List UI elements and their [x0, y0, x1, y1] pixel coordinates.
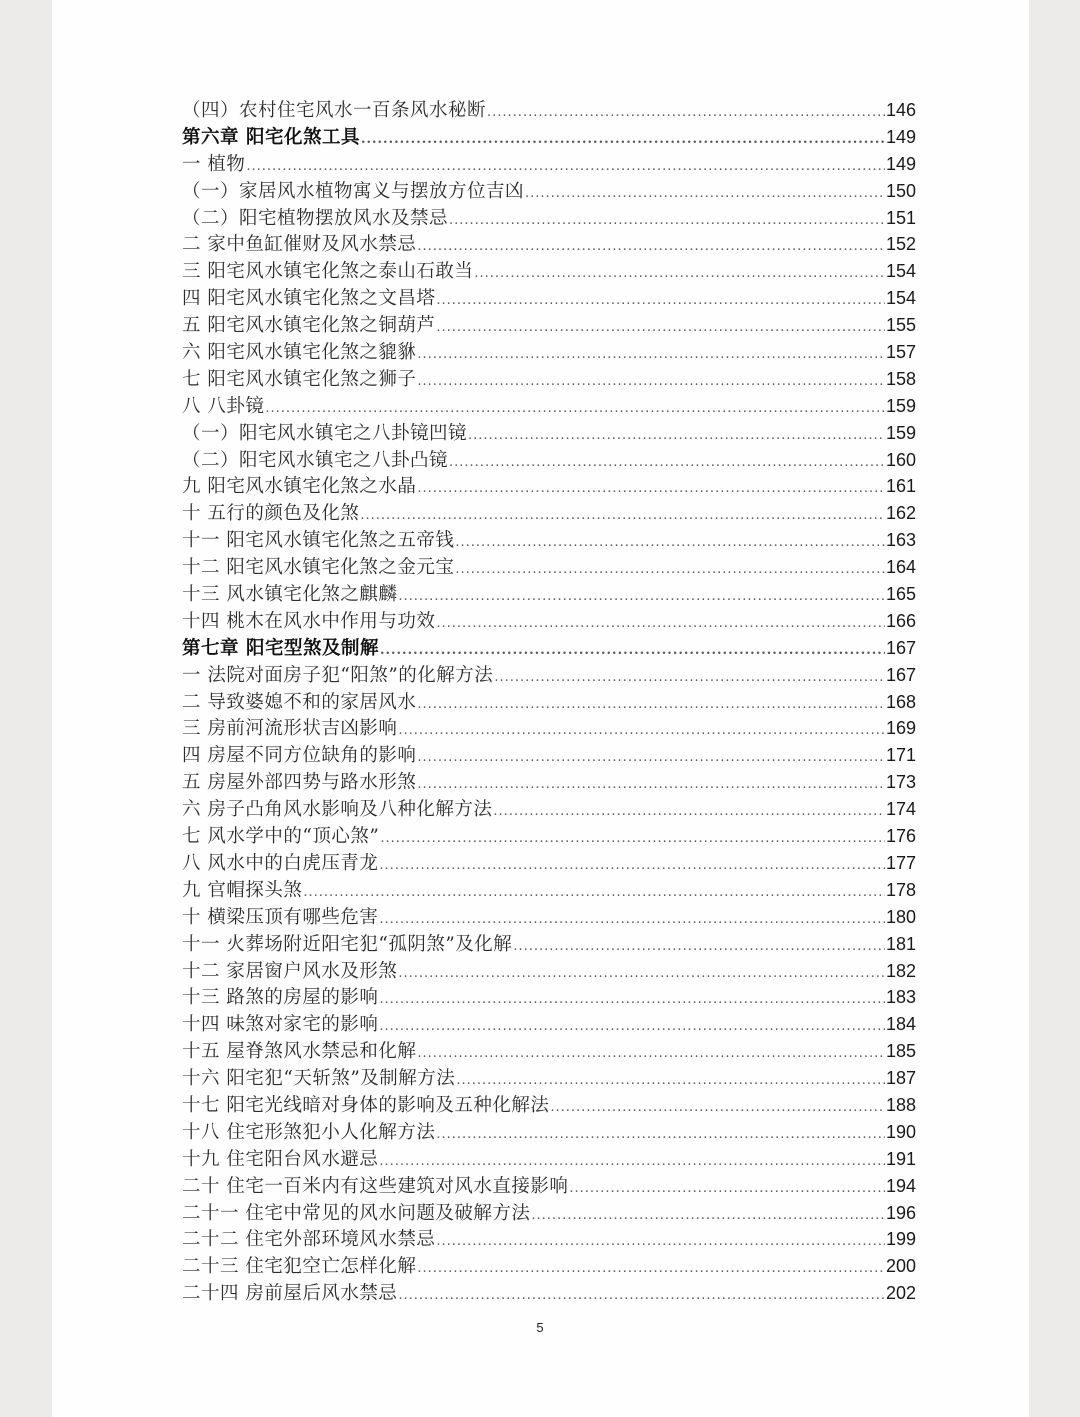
toc-entry-page: 165 [885, 584, 916, 605]
toc-entry [182, 231, 916, 258]
toc-entry [182, 500, 916, 527]
toc-entry [182, 662, 916, 689]
toc-entry-title: 十 横梁压顶有哪些危害 [182, 906, 379, 928]
toc-entry-title: 三 阳宅风水镇宅化煞之泰山石敢当 [182, 261, 474, 283]
toc-entry-title: 十六 阳宅犯“天斩煞”及制解方法 [182, 1068, 456, 1090]
toc-entry-title: 六 房子凸角风水影响及八种化解方法 [182, 799, 493, 821]
toc-entry-page: 187 [885, 1068, 916, 1089]
toc-entry-title: （一）家居风水植物寓义与摆放方位吉凶 [182, 180, 525, 202]
toc-entry-page: 168 [885, 691, 916, 712]
toc-dot-leader [380, 638, 885, 665]
toc-entry-page: 174 [885, 799, 916, 820]
toc-dot-leader [379, 1014, 885, 1041]
toc-dot-leader [417, 476, 885, 503]
toc-dot-leader [417, 1041, 885, 1068]
toc-entry-page: 157 [885, 342, 916, 363]
toc-entry [182, 1226, 916, 1253]
toc-dot-leader [513, 934, 885, 961]
toc-entry-title: 第六章 阳宅化煞工具 [182, 126, 360, 148]
toc-entry [182, 151, 916, 178]
toc-entry [182, 796, 916, 823]
toc-dot-leader [525, 181, 885, 208]
toc-entry [182, 877, 916, 904]
toc-entry-title: 一 法院对面房子犯“阳煞”的化解方法 [182, 664, 494, 686]
toc-dot-leader [449, 450, 885, 477]
toc-entry-page: 180 [885, 906, 916, 927]
toc-entry-title: 六 阳宅风水镇宅化煞之貔貅 [182, 342, 417, 364]
toc-entry-title: 十四 味煞对家宅的影响 [182, 1014, 379, 1036]
toc-entry-page: 160 [885, 449, 916, 470]
toc-entry [182, 1253, 916, 1280]
toc-dot-leader [449, 208, 885, 235]
toc-entry-title: 五 阳宅风水镇宅化煞之铜葫芦 [182, 315, 436, 337]
toc-entry-title: 十五 屋脊煞风水禁忌和化解 [182, 1041, 417, 1063]
toc-entry-title: 七 风水学中的“顶心煞” [182, 826, 380, 848]
toc-dot-leader [436, 611, 885, 638]
toc-entry-page: 177 [885, 852, 916, 873]
toc-dot-leader [398, 961, 885, 988]
toc-entry-page: 164 [885, 557, 916, 578]
toc-dot-leader [436, 1122, 885, 1149]
toc-entry [182, 178, 916, 205]
toc-entry-page: 159 [885, 422, 916, 443]
toc-dot-leader [455, 530, 885, 557]
toc-entry [182, 689, 916, 716]
toc-entry [182, 554, 916, 581]
toc-dot-leader [569, 1176, 885, 1203]
toc-entry [182, 608, 916, 635]
toc-dot-leader [246, 154, 885, 181]
toc-entry [182, 769, 916, 796]
toc-entry-page: 154 [885, 261, 916, 282]
toc-entry [182, 1280, 916, 1307]
toc-dot-leader [493, 799, 885, 826]
toc-entry-title: 第七章 阳宅型煞及制解 [182, 637, 379, 659]
toc-entry-title: 七 阳宅风水镇宅化煞之狮子 [182, 368, 417, 390]
toc-entry-page: 178 [885, 879, 916, 900]
toc-entry-page: 149 [885, 126, 916, 147]
toc-entry-page: 188 [885, 1094, 916, 1115]
toc-entry [182, 205, 916, 232]
toc-entry-title: （二）阳宅植物摆放风水及禁忌 [182, 207, 449, 229]
toc-entry-page: 169 [885, 718, 916, 739]
toc-entry-title: （四）农村住宅风水一百条风水秘断 [182, 100, 487, 121]
toc-entry-page: 163 [885, 530, 916, 551]
toc-entry [182, 312, 916, 339]
toc-entry-page: 202 [885, 1283, 916, 1304]
toc-dot-leader [398, 718, 885, 745]
toc-entry-title: （二）阳宅风水镇宅之八卦凸镜 [182, 449, 449, 471]
toc-entry [182, 1038, 916, 1065]
toc-entry [182, 527, 916, 554]
toc-entry-title: 十四 桃木在风水中作用与功效 [182, 610, 436, 632]
toc-entry-title: 十三 路煞的房屋的影响 [182, 987, 379, 1009]
toc-entry [182, 1200, 916, 1227]
toc-entry [182, 904, 916, 931]
toc-dot-leader [265, 396, 885, 423]
toc-entry-title: 十八 住宅形煞犯小人化解方法 [182, 1121, 436, 1143]
toc-dot-leader [468, 423, 885, 450]
toc-dot-leader [436, 315, 885, 342]
toc-entry-title: 十七 阳宅光线暗对身体的影响及五种化解法 [182, 1094, 550, 1116]
toc-entry-title: 四 房屋不同方位缺角的影响 [182, 745, 417, 767]
toc-entry-title: 二 导致婆媳不和的家居风水 [182, 691, 417, 713]
toc-dot-leader [417, 342, 885, 369]
toc-dot-leader [361, 127, 885, 154]
toc-dot-leader [487, 100, 885, 127]
toc-entry [182, 931, 916, 958]
toc-entry [182, 1119, 916, 1146]
toc-dot-leader [360, 503, 885, 530]
toc-entry-page: 183 [885, 987, 916, 1008]
toc-entry-page: 162 [885, 503, 916, 524]
toc-entry-title: 九 官帽探头煞 [182, 879, 303, 901]
toc-entry-page: 191 [885, 1148, 916, 1169]
toc-entry [182, 742, 916, 769]
toc-entry [182, 420, 916, 447]
toc-entry [182, 473, 916, 500]
toc-entry-title: 八 八卦镜 [182, 395, 265, 417]
toc-entry [182, 823, 916, 850]
toc-dot-leader [531, 1203, 885, 1230]
toc-entry-title: 十二 阳宅风水镇宅化煞之金元宝 [182, 557, 455, 579]
toc-entry [182, 1065, 916, 1092]
toc-dot-leader [379, 853, 885, 880]
toc-entry [182, 715, 916, 742]
toc-dot-leader [379, 1149, 885, 1176]
toc-entry-page: 151 [885, 207, 916, 228]
toc-entry-title: 五 房屋外部四势与路水形煞 [182, 772, 417, 794]
toc-entry-page: 155 [885, 315, 916, 336]
toc-entry-page: 184 [885, 1014, 916, 1035]
toc-dot-leader [436, 1229, 885, 1256]
toc-entry-page: 190 [885, 1121, 916, 1142]
toc-dot-leader [436, 288, 885, 315]
toc-entry-page: 150 [885, 180, 916, 201]
toc-entry-page: 159 [885, 395, 916, 416]
toc-entry-title: 二十一 住宅中常见的风水问题及破解方法 [182, 1202, 531, 1224]
toc-entry-page: 173 [885, 772, 916, 793]
toc-dot-leader [398, 1283, 885, 1310]
toc-entry [182, 1173, 916, 1200]
toc-entry-title: 二十二 住宅外部环境风水禁忌 [182, 1229, 436, 1251]
toc-entry-page: 199 [885, 1229, 916, 1250]
toc-dot-leader [417, 772, 885, 799]
toc-entry-page: 167 [885, 637, 916, 658]
toc-entry-title: 二 家中鱼缸催财及风水禁忌 [182, 234, 417, 256]
toc-entry-page: 181 [885, 933, 916, 954]
toc-dot-leader [456, 1068, 885, 1095]
toc-entry-title: 十二 家居窗户风水及形煞 [182, 960, 398, 982]
toc-dot-leader [550, 1095, 885, 1122]
toc-dot-leader [455, 557, 885, 584]
toc-dot-leader [398, 584, 885, 611]
toc-entry-page: 154 [885, 288, 916, 309]
toc-entry [182, 97, 916, 124]
toc-entry-title: 一 植物 [182, 153, 246, 175]
toc-chapter-entry [182, 124, 916, 151]
toc-entry [182, 850, 916, 877]
toc-entry-page: 171 [885, 745, 916, 766]
toc-dot-leader [380, 826, 885, 853]
toc-dot-leader [494, 665, 885, 692]
toc-dot-leader [474, 261, 885, 288]
toc-entry-title: 十一 阳宅风水镇宅化煞之五帝钱 [182, 530, 455, 552]
toc-dot-leader [417, 234, 885, 261]
toc-entry [182, 339, 916, 366]
toc-dot-leader [379, 907, 885, 934]
toc-entry-title: （一）阳宅风水镇宅之八卦镜凹镜 [182, 422, 468, 444]
toc-entry [182, 393, 916, 420]
toc-entry-page: 161 [885, 476, 916, 497]
toc-entry-page: 152 [885, 234, 916, 255]
toc-entry-title: 十九 住宅阳台风水避忌 [182, 1148, 379, 1170]
toc-entry [182, 285, 916, 312]
toc-entry-title: 十三 风水镇宅化煞之麒麟 [182, 584, 398, 606]
toc-entry [182, 1011, 916, 1038]
toc-entry-title: 十一 火葬场附近阳宅犯“孤阴煞”及化解 [182, 933, 513, 955]
toc-entry-title: 十 五行的颜色及化煞 [182, 503, 360, 525]
toc-entry [182, 581, 916, 608]
toc-entry [182, 447, 916, 474]
toc-entry [182, 1146, 916, 1173]
toc-entry-title: 二十 住宅一百米内有这些建筑对风水直接影响 [182, 1175, 569, 1197]
toc-entry [182, 1092, 916, 1119]
page-number: 5 [536, 1320, 544, 1335]
toc-dot-leader [303, 880, 885, 907]
toc-dot-leader [417, 1256, 885, 1283]
toc-entry-title: 三 房前河流形状吉凶影响 [182, 718, 398, 740]
table-of-contents [182, 97, 916, 1307]
toc-entry [182, 366, 916, 393]
toc-dot-leader [417, 692, 885, 719]
toc-dot-leader [379, 987, 885, 1014]
toc-dot-leader [417, 369, 885, 396]
toc-entry-page: 176 [885, 826, 916, 847]
toc-entry-page: 182 [885, 960, 916, 981]
toc-entry-page: 166 [885, 610, 916, 631]
toc-entry [182, 258, 916, 285]
toc-entry-page: 185 [885, 1041, 916, 1062]
toc-entry-page: 149 [885, 153, 916, 174]
toc-entry-title: 八 风水中的白虎压青龙 [182, 852, 379, 874]
toc-entry-page: 158 [885, 368, 916, 389]
toc-entry-title: 四 阳宅风水镇宅化煞之文昌塔 [182, 288, 436, 310]
toc-entry-page: 196 [885, 1202, 916, 1223]
toc-entry-page: 146 [885, 100, 916, 120]
toc-entry [182, 958, 916, 985]
toc-entry-page: 200 [885, 1256, 916, 1277]
toc-entry-page: 194 [885, 1175, 916, 1196]
toc-entry-title: 九 阳宅风水镇宅化煞之水晶 [182, 476, 417, 498]
toc-entry [182, 984, 916, 1011]
toc-entry-page: 167 [885, 664, 916, 685]
toc-entry-title: 二十三 住宅犯空亡怎样化解 [182, 1256, 417, 1278]
toc-entry-title: 二十四 房前屋后风水禁忌 [182, 1283, 398, 1305]
toc-chapter-entry [182, 635, 916, 662]
toc-dot-leader [417, 745, 885, 772]
